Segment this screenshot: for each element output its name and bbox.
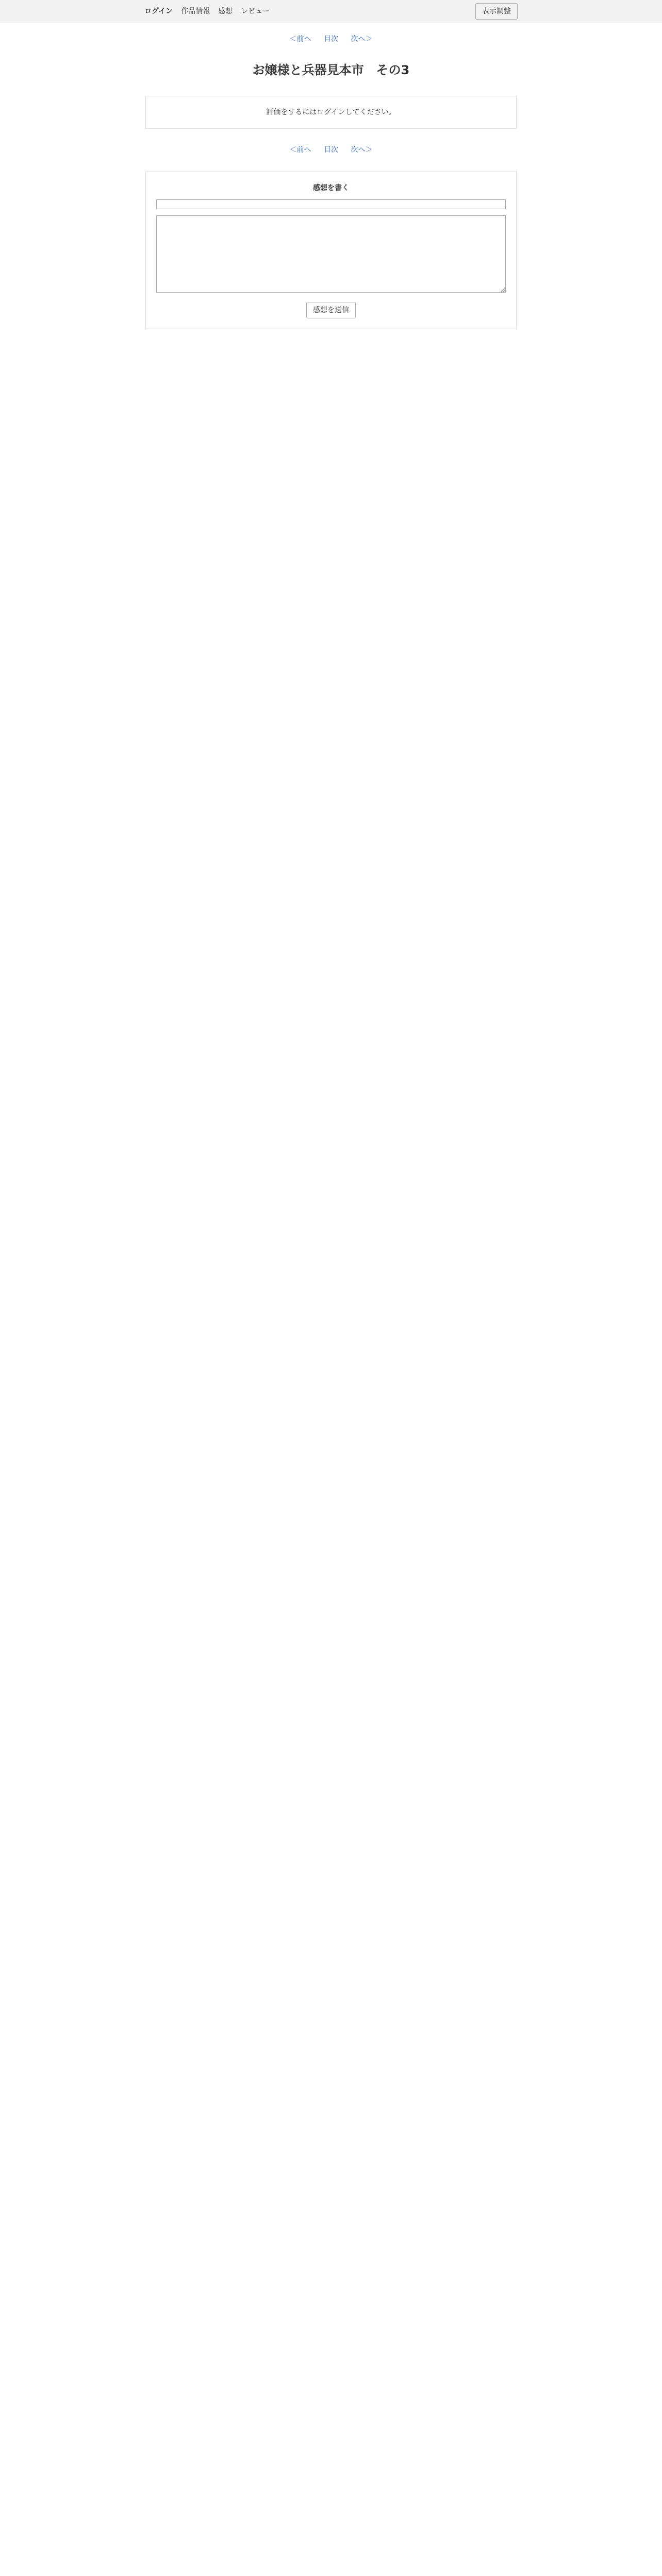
name-input[interactable] <box>156 199 506 209</box>
toc-link[interactable]: 目次 <box>324 35 338 43</box>
comments-link[interactable]: 感想 <box>218 7 233 15</box>
works-link[interactable]: 作品情報 <box>181 7 210 15</box>
top-nav <box>145 33 517 45</box>
review-link[interactable]: レビュー <box>241 7 270 15</box>
rating-box <box>145 96 517 129</box>
prev-link-bottom[interactable]: ＜前へ <box>289 146 311 155</box>
prev-link[interactable]: ＜前へ <box>289 35 311 43</box>
next-link-bottom[interactable]: 次へ＞ <box>351 146 373 155</box>
toc-link-bottom[interactable]: 目次 <box>324 146 338 155</box>
impressions-box <box>145 172 517 330</box>
bottom-nav <box>145 144 517 156</box>
submit-button[interactable]: 感想を送信 <box>306 302 356 318</box>
rating-text: 評価をするにはログインしてください。 <box>266 108 396 116</box>
display-button[interactable]: 表示調整 <box>475 3 518 20</box>
comment-textarea[interactable] <box>156 215 506 293</box>
login-link[interactable]: ログイン <box>144 7 173 15</box>
top-bar <box>0 0 662 23</box>
impressions-title: 感想を書く <box>313 183 349 192</box>
episode-title: お嬢様と兵器見本市 その3 <box>252 63 410 78</box>
next-link[interactable]: 次へ＞ <box>351 35 373 43</box>
